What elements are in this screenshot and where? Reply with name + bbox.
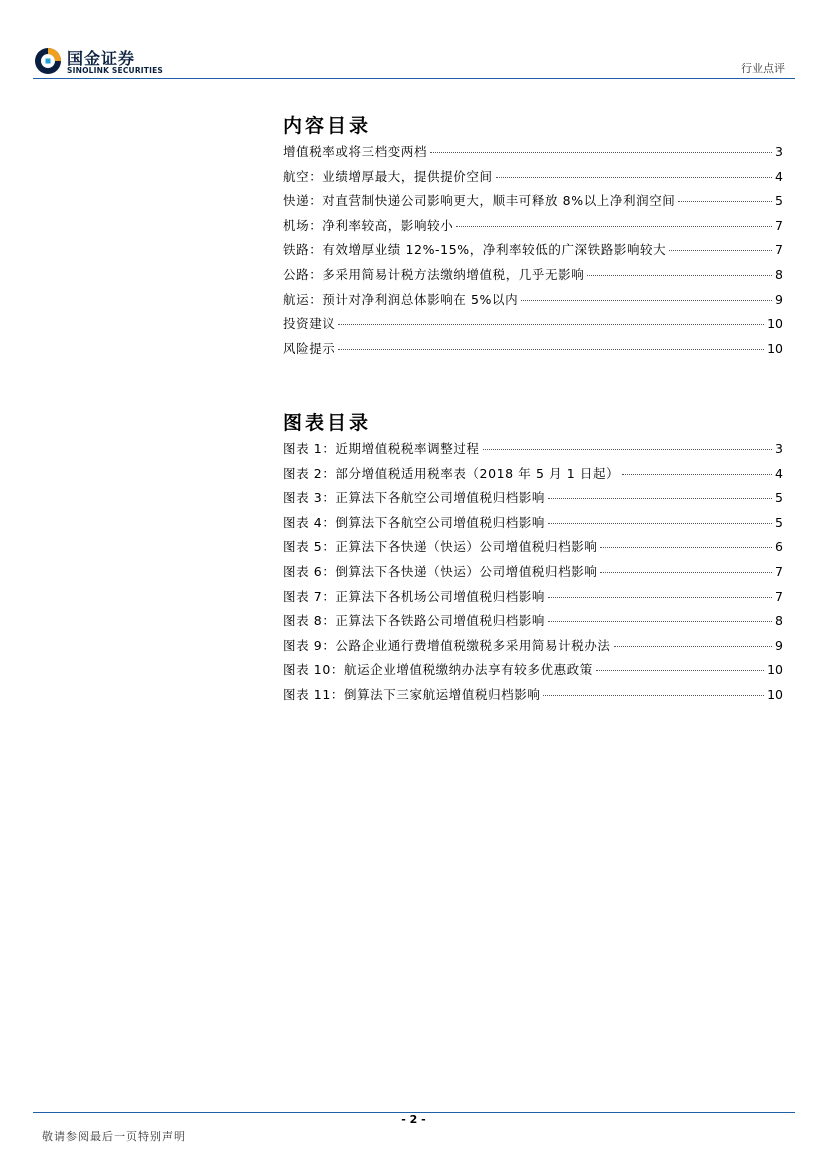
toc-entry-text: 机场：净利率较高，影响较小 — [283, 217, 454, 233]
figure-entry[interactable] — [283, 636, 783, 661]
dot-leader — [596, 670, 764, 671]
figure-entry-text: 图表 8：正算法下各铁路公司增值税归档影响 — [283, 613, 546, 629]
figure-entry[interactable] — [283, 562, 783, 587]
toc-entry-text: 快递：对直营制快递公司影响更大，顺丰可释放 8%以上净利润空间 — [283, 193, 676, 209]
toc-entry-text: 公路：多采用简易计税方法缴纳增值税，几乎无影响 — [283, 266, 585, 282]
figure-entry-page: 9 — [775, 637, 783, 653]
dot-leader — [548, 621, 772, 622]
figure-entry-page: 4 — [775, 465, 783, 481]
figure-entry-page: 3 — [775, 441, 783, 456]
toc-entry[interactable] — [283, 265, 783, 290]
toc-entry[interactable] — [283, 240, 783, 265]
dot-leader — [483, 449, 773, 450]
toc-entry-page: 4 — [775, 168, 783, 184]
figure-entry-text: 图表 4：倒算法下各航空公司增值税归档影响 — [283, 514, 546, 530]
dot-leader — [496, 177, 772, 178]
figure-entry-text: 图表 3：正算法下各航空公司增值税归档影响 — [283, 490, 546, 506]
figure-entry-text: 图表 5：正算法下各快递（快运）公司增值税归档影响 — [283, 539, 598, 555]
toc-entry-text: 航运：预计对净利润总体影响在 5%以内 — [283, 291, 519, 307]
figure-entry[interactable] — [283, 464, 783, 489]
toc-entry-page: 10 — [767, 340, 783, 356]
figure-entry-page: 8 — [775, 613, 783, 629]
figure-entry[interactable] — [283, 660, 783, 685]
toc-entry[interactable] — [283, 339, 783, 364]
toc-entry-page: 5 — [775, 193, 783, 209]
figure-entry[interactable] — [283, 488, 783, 513]
figure-entry-text: 图表 10：航运企业增值税缴纳办法享有较多优惠政策 — [283, 662, 593, 678]
logo-english-name: SINOLINK SECURITIES — [67, 66, 164, 75]
dot-leader — [430, 152, 772, 153]
toc-entry-page: 9 — [775, 291, 783, 307]
figure-entry-page: 7 — [775, 563, 783, 579]
dot-leader — [548, 498, 772, 499]
dot-leader — [669, 250, 772, 251]
footer-disclaimer: 敬请参阅最后一页特别声明 — [42, 1130, 186, 1143]
dot-leader — [587, 275, 772, 276]
contents-title: 内容目录 — [283, 115, 372, 137]
dot-leader — [600, 547, 772, 548]
toc-entry[interactable] — [283, 142, 783, 167]
company-logo — [33, 46, 193, 80]
toc-entry-page: 8 — [775, 266, 783, 282]
figure-entry-page: 10 — [767, 686, 783, 702]
toc-entry[interactable] — [283, 290, 783, 315]
toc-entry-page: 7 — [775, 242, 783, 258]
toc-entry[interactable] — [283, 191, 783, 216]
dot-leader — [548, 523, 772, 524]
page-header — [0, 0, 827, 80]
dot-leader — [338, 324, 764, 325]
figure-entry-text: 图表 6：倒算法下各快递（快运）公司增值税归档影响 — [283, 563, 598, 579]
figure-entry-text: 图表 2：部分增值税适用税率表（2018 年 5 月 1 日起） — [283, 465, 620, 481]
dot-leader — [543, 695, 764, 696]
figure-entry[interactable] — [283, 537, 783, 562]
toc-entry-text: 投资建议 — [283, 316, 336, 332]
sinolink-logo-icon — [33, 46, 63, 76]
report-type-label: 行业点评 — [741, 62, 785, 75]
figure-entry-page: 7 — [775, 588, 783, 604]
dot-leader — [600, 572, 772, 573]
dot-leader — [548, 597, 772, 598]
figure-entry-page: 5 — [775, 514, 783, 530]
toc-entry[interactable] — [283, 167, 783, 192]
dot-leader — [678, 201, 772, 202]
toc-entry[interactable] — [283, 314, 783, 339]
figure-entry-text: 图表 1：近期增值税税率调整过程 — [283, 441, 480, 456]
toc-entry-page: 7 — [775, 217, 783, 233]
figure-entry[interactable] — [283, 587, 783, 612]
dot-leader — [614, 646, 773, 647]
toc-entry-page: 3 — [775, 144, 783, 159]
figure-entry[interactable] — [283, 439, 783, 464]
dot-leader — [456, 226, 772, 227]
toc-entry-page: 10 — [767, 316, 783, 332]
figure-entry-page: 6 — [775, 539, 783, 555]
header-divider — [33, 78, 795, 79]
figure-entry-text: 图表 11：倒算法下三家航运增值税归档影响 — [283, 686, 541, 702]
figure-entry-text: 图表 7：正算法下各机场公司增值税归档影响 — [283, 588, 546, 604]
dot-leader — [338, 349, 764, 350]
dot-leader — [521, 300, 772, 301]
figure-entry-page: 5 — [775, 490, 783, 506]
figure-entry-page: 10 — [767, 662, 783, 678]
contents-list — [283, 142, 783, 363]
figure-entry[interactable] — [283, 513, 783, 538]
logo-chinese-name: 国金证券 — [67, 49, 136, 68]
toc-entry-text: 风险提示 — [283, 340, 336, 356]
toc-entry-text: 增值税率或将三档变两档 — [283, 144, 428, 159]
toc-entry-text: 航空：业绩增厚最大，提供提价空间 — [283, 168, 493, 184]
figure-entry[interactable] — [283, 611, 783, 636]
toc-entry-text: 铁路：有效增厚业绩 12%-15%，净利率较低的广深铁路影响较大 — [283, 242, 667, 258]
toc-entry[interactable] — [283, 216, 783, 241]
figure-entry-text: 图表 9：公路企业通行费增值税缴税多采用简易计税办法 — [283, 637, 611, 653]
figures-title: 图表目录 — [283, 412, 372, 434]
figures-list — [283, 439, 783, 710]
dot-leader — [622, 474, 772, 475]
figure-entry[interactable] — [283, 685, 783, 710]
page-number: - 2 - — [401, 1113, 426, 1126]
